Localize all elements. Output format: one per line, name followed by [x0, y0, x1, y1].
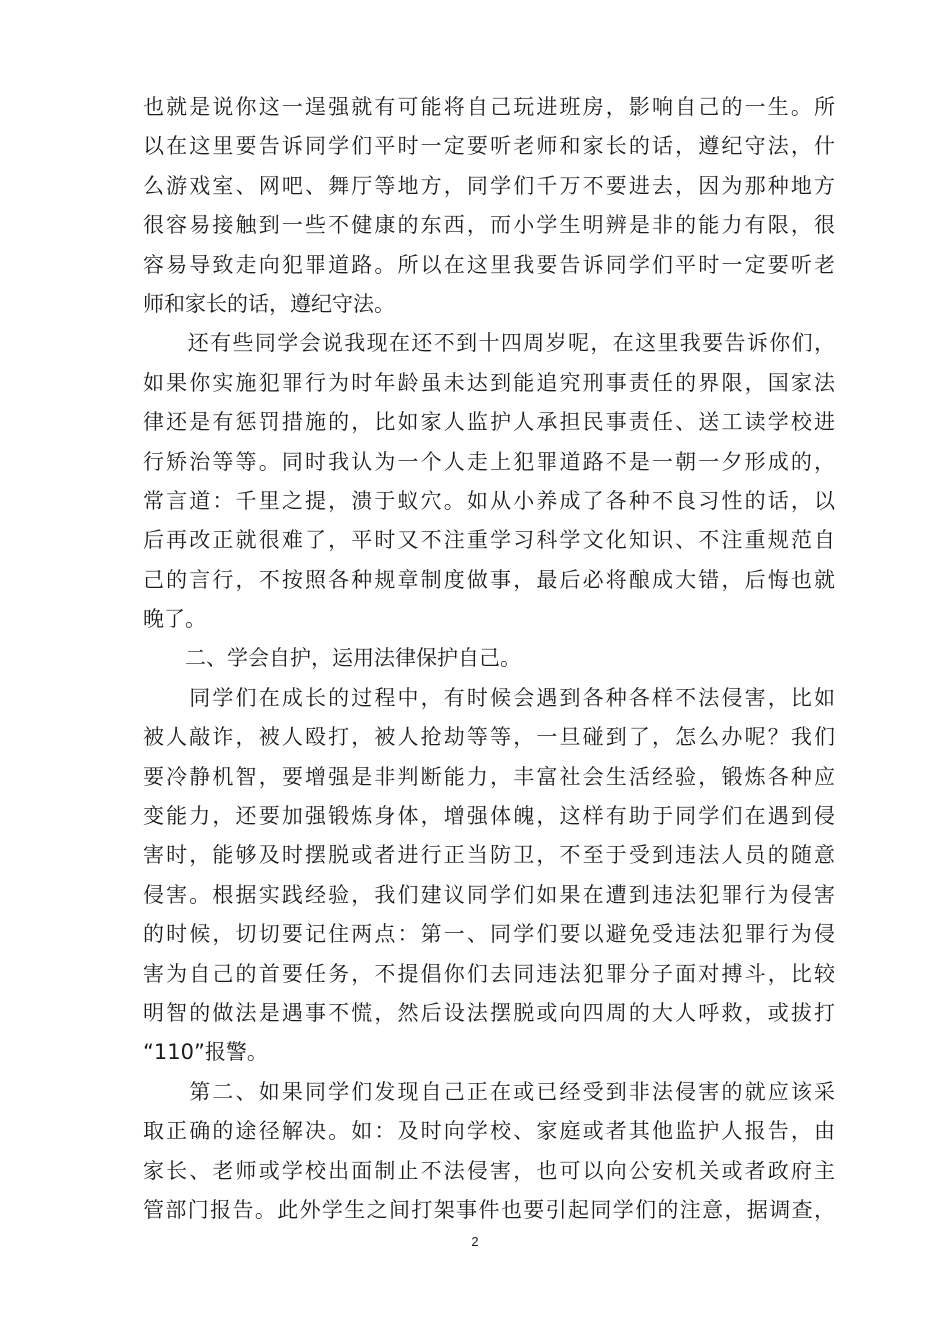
text-line: 很容易接触到一些不健康的东西，而小学生明辨是非的能力有限，很	[143, 213, 835, 238]
text-line: 要冷静机智，要增强是非判断能力，丰富社会生活经验，锻炼各种应	[143, 764, 835, 789]
text-line: 家长、老师或学校出面制止不法侵害，也可以向公安机关或者政府主	[143, 1158, 835, 1183]
text-line: 行矫治等等。同时我认为一个人走上犯罪道路不是一朝一夕形成的，	[143, 449, 835, 474]
text-line: 容易导致走向犯罪道路。所以在这里我要告诉同学们平时一定要听老	[143, 252, 835, 277]
text-line: 如果你实施犯罪行为时年龄虽未达到能追究刑事责任的界限，国家法	[143, 370, 835, 395]
body-text	[143, 88, 835, 1230]
text-line: 明智的做法是遇事不慌，然后设法摆脱或向四周的大人呼救，或拔打	[143, 1000, 835, 1025]
text-line: 变能力，还要加强锻炼身体，增强体魄，这样有助于同学们在遇到侵	[143, 804, 835, 829]
text-line: 管部门报告。此外学生之间打架事件也要引起同学们的注意，据调查，	[143, 1197, 835, 1222]
text-line: 么游戏室、网吧、舞厅等地方，同学们千万不要进去，因为那种地方	[143, 173, 835, 198]
text-line: 以在这里要告诉同学们平时一定要听老师和家长的话，遵纪守法，什	[143, 134, 835, 159]
text-line: 师和家长的话，遵纪守法。	[143, 291, 395, 316]
text-line: 第二、如果同学们发现自己正在或已经受到非法侵害的就应该采	[143, 1079, 835, 1104]
text-line: 被人敲诈，被人殴打，被人抢劫等等，一旦碰到了，怎么办呢？我们	[143, 725, 835, 750]
text-line: 害时，能够及时摆脱或者进行正当防卫，不至于受到违法人员的随意	[143, 843, 835, 868]
text-line: 还有些同学会说我现在还不到十四周岁呢，在这里我要告诉你们，	[143, 331, 835, 356]
text-line: 侵害。根据实践经验，我们建议同学们如果在遭到违法犯罪行为侵害	[143, 882, 835, 907]
text-line: 己的言行，不按照各种规章制度做事，最后必将酿成大错，后悔也就	[143, 567, 835, 592]
text-line: 也就是说你这一逞强就有可能将自己玩进班房，影响自己的一生。所	[143, 95, 835, 119]
text-line: “110”报警。	[143, 1040, 268, 1065]
text-line: 常言道：千里之提，溃于蚁穴。如从小养成了各种不良习性的话，以	[143, 488, 835, 513]
text-line: 后再改正就很难了，平时又不注重学习科学文化知识、不注重规范自	[143, 528, 835, 553]
text-line: 害为自己的首要任务，不提倡你们去同违法犯罪分子面对搏斗，比较	[143, 961, 835, 986]
text-line: 同学们在成长的过程中，有时候会遇到各种各样不法侵害，比如	[143, 685, 835, 710]
text-line: 取正确的途径解决。如：及时向学校、家庭或者其他监护人报告，由	[143, 1119, 835, 1144]
text-line: 律还是有惩罚措施的，比如家人监护人承担民事责任、送工读学校进	[143, 410, 835, 435]
text-line: 晚了。	[143, 607, 206, 632]
text-line: 的时候，切切要记住两点：第一、同学们要以避免受违法犯罪行为侵	[143, 922, 835, 947]
page-number: 2	[471, 1234, 479, 1249]
text-line: 二、学会自护，运用法律保护自己。	[143, 646, 521, 671]
